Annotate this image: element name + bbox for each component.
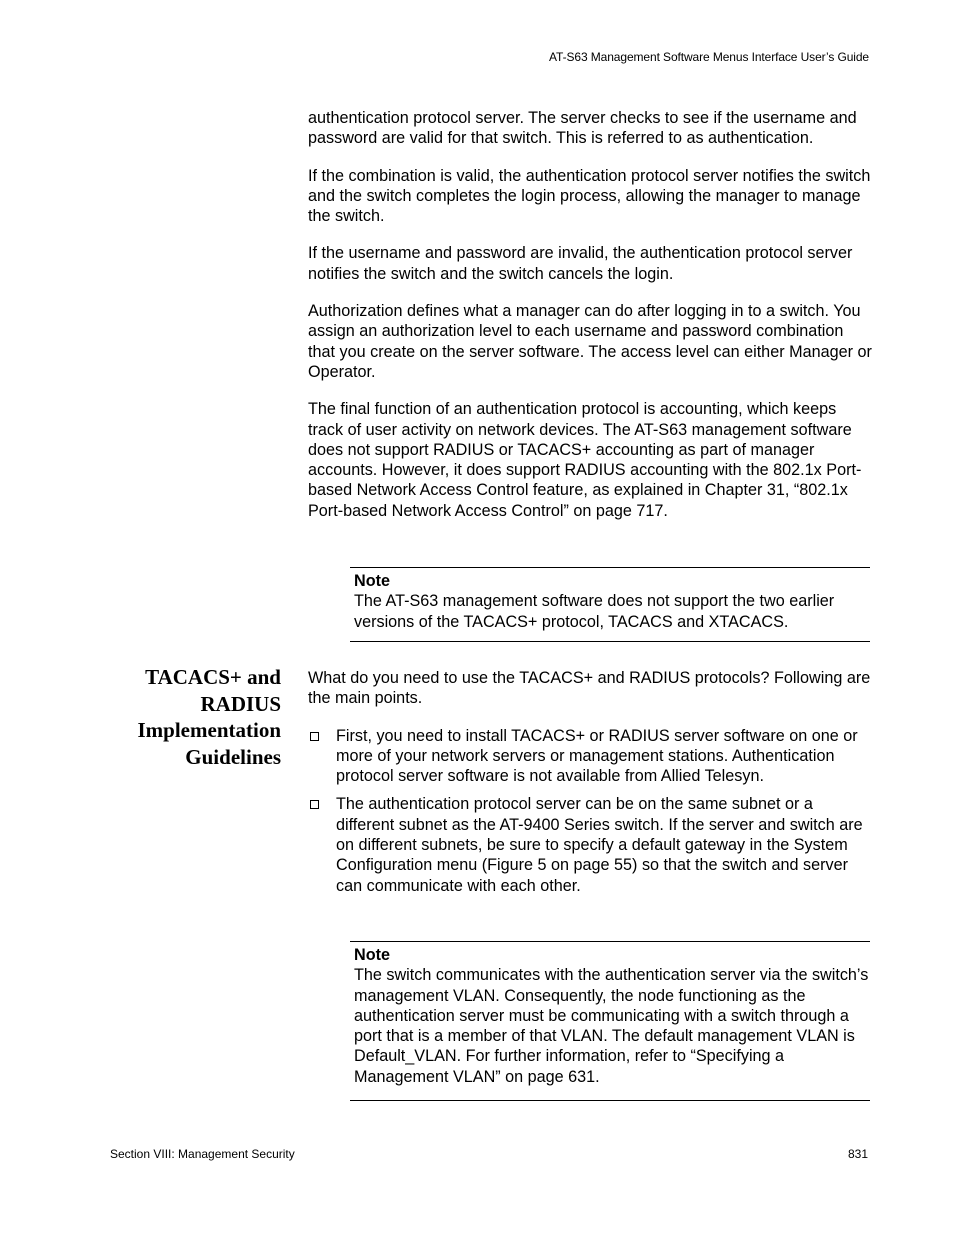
- section-body: [308, 668, 873, 904]
- section-heading: [100, 664, 281, 770]
- paragraph: The final function of an authentication protocol is accounting, which keeps track of user activity on network devices. The AT-S63 management software does not support RADIUS or TACACS+ accounting as part of manager accounts. However, it does support RADIUS accounting with the 802.1x Port-based Network Access Control feature, as explained in Chapter 31, “802.1x Port-based Network Access Control” on page 717.: [308, 400, 862, 520]
- checkbox-bullet-icon: [310, 732, 319, 741]
- heading-line: Guidelines: [185, 744, 281, 769]
- note-text: The AT-S63 management software does not support the two earlier versions of the TACACS+ protocol, TACACS and XTACACS.: [354, 592, 835, 631]
- note-label: Note: [354, 572, 390, 590]
- heading-line: TACACS+ and: [145, 665, 281, 689]
- note-text: The switch communicates with the authentication server via the switch’s management VLAN. Consequently, the node functioning as the authentication server must be communicating with a switch through a port that is a member of that VLAN. The default management VLAN is Default_VLAN. For further information, refer to “Specifying a Management VLAN” on page 631.: [354, 966, 869, 1086]
- note-label: Note: [354, 946, 390, 964]
- footer-section: Section VIII: Management Security: [110, 1147, 295, 1161]
- list-item: [308, 726, 873, 787]
- list-item-text: First, you need to install TACACS+ or RADIUS server software on one or more of your network servers or management stations. Authentication protocol server software is not available from Allied Telesyn.: [336, 726, 858, 786]
- paragraph: authentication protocol server. The server checks to see if the username and password are valid for that switch. This is referred to as authentication.: [308, 109, 857, 148]
- running-header: AT-S63 Management Software Menus Interface User’s Guide: [549, 50, 869, 64]
- paragraph: Authorization defines what a manager can do after logging in to a switch. You assign an authorization level to each username and password combination that you create on the server software. The access level can either Manager or Operator.: [308, 302, 872, 381]
- page-number: 831: [847, 1147, 868, 1161]
- heading-line: Implementation: [137, 718, 281, 742]
- checkbox-bullet-icon: [310, 800, 319, 809]
- heading-line: RADIUS: [200, 691, 281, 716]
- bullet-list: [308, 726, 873, 896]
- section-lead: What do you need to use the TACACS+ and RADIUS protocols? Following are the main points.: [308, 669, 871, 708]
- list-item: [308, 794, 873, 895]
- paragraph: If the combination is valid, the authentication protocol server notifies the switch and the switch completes the login process, allowing the manager to manage the switch.: [308, 166, 871, 226]
- paragraph: If the username and password are invalid, the authentication protocol server notifies the switch and the switch cancels the login.: [308, 244, 853, 283]
- note-box: [350, 567, 870, 642]
- list-item-text: The authentication protocol server can be on the same subnet or a different subnet as the AT-9400 Series switch. If the server and switch are on different subnets, be sure to specify a default gateway in the System Configuration menu (Figure 5 on page 55) so that the switch and server can communicate with each other.: [336, 795, 863, 895]
- intro-text: [308, 108, 873, 538]
- note-box: [350, 941, 870, 1101]
